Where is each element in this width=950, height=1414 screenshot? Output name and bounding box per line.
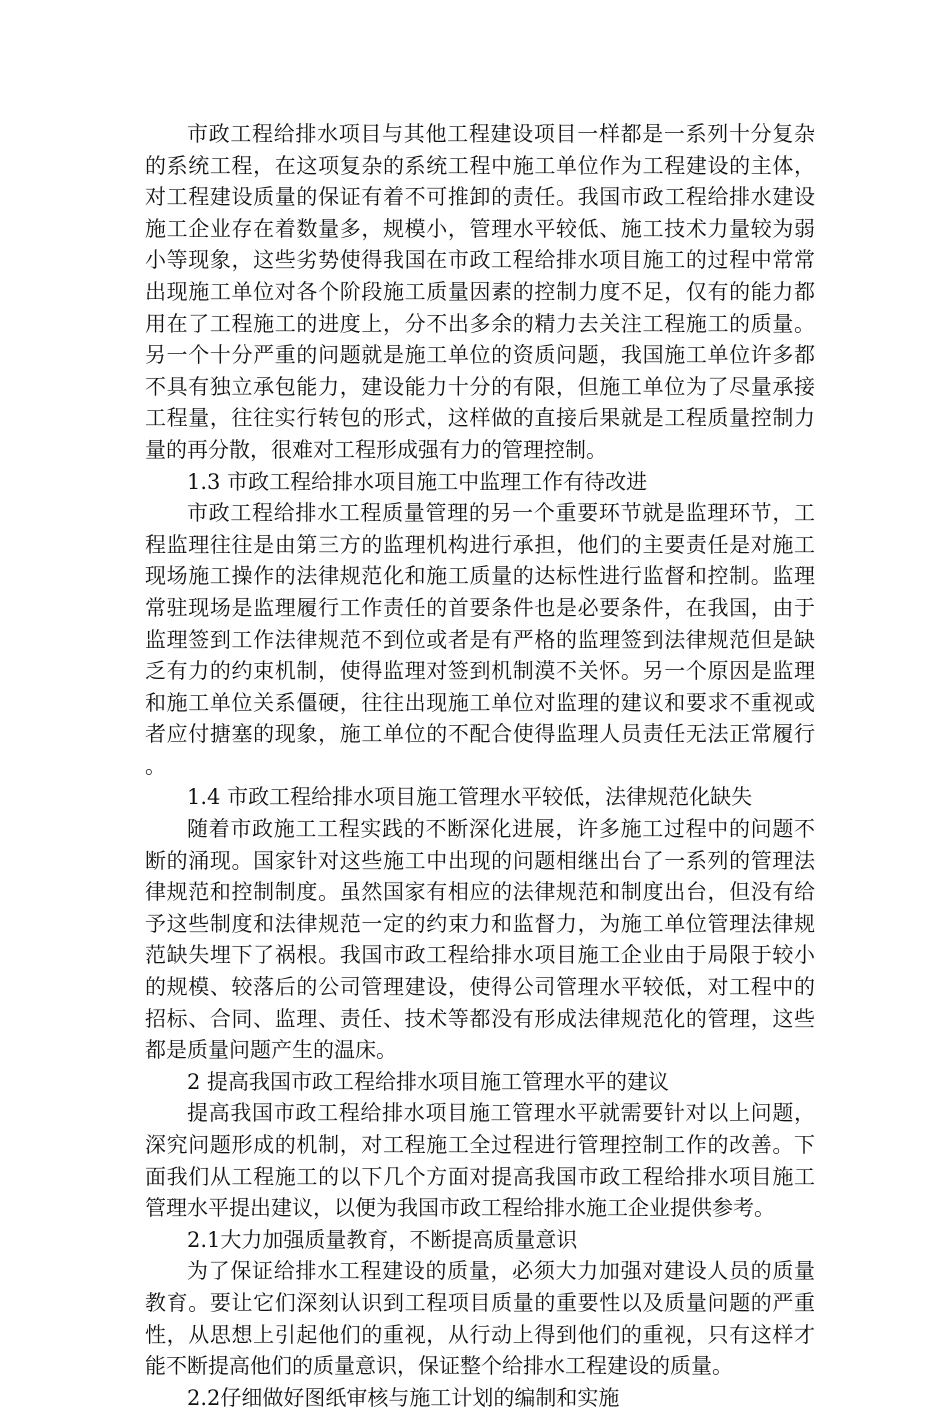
section-heading-2-1: 2.1大力加强质量教育，不断提高质量意识 xyxy=(187,1227,578,1252)
paragraph-improvement-suggestions: 提高我国市政工程给排水项目施工管理水平就需要针对以上问题，深究问题形成的机制，对工程施工全过程进行管理控制工作的改善。下面我们从工程施工的以下几个方面对提高我国市政工程给排水项目施工管理水平提出建议，以便为我国市政工程给排水施工企业提供参考。 xyxy=(145,1101,815,1221)
paragraph-management-level: 随着市政施工工程实践的不断深化进展，许多施工过程中的问题不断的涌现。国家针对这些施工中出现的问题相继出台了一系列的管理法律规范和控制制度。虽然国家有相应的法律规范和制度出台，但没有给予这些制度和法律规范一定的约束力和监督力，为施工单位管理法律规范缺失埋下了祸根。我国市政工程给排水项目施工企业由于局限于较小的规模、较落后的公司管理建设，使得公司管理水平较低，对工程中的招标、合同、监理、责任、技术等都没有形成法律规范化的管理，这些都是质量问题产生的温床。 xyxy=(145,817,815,1063)
paragraph-quality-education: 为了保证给排水工程建设的质量，必须大力加强对建设人员的质量教育。要让它们深刻认识到工程项目质量的重要性以及质量问题的严重性，从思想上引起他们的重视，从行动上得到他们的重视，只有这样才能不断提高他们的质量意识，保证整个给排水工程建设的质量。 xyxy=(145,1259,815,1379)
section-heading-1-4: 1.4 市政工程给排水项目施工管理水平较低，法律规范化缺失 xyxy=(187,785,753,810)
section-heading-1-3: 1.3 市政工程给排水项目施工中监理工作有待改进 xyxy=(187,469,648,494)
paragraph-construction-unit-quality: 市政工程给排水项目与其他工程建设项目一样都是一系列十分复杂的系统工程，在这项复杂的系统工程中施工单位作为工程建设的主体，对工程建设质量的保证有着不可推卸的责任。我国市政工程给排水建设施工企业存在着数量多，规模小，管理水平较低、施工技术力量较为弱小等现象，这些劣势使得我国在市政工程给排水项目施工的过程中常常出现施工单位对各个阶段施工质量因素的控制力度不足，仅有的能力都用在了工程施工的进度上，分不出多余的精力去关注工程施工的质量。另一个十分严重的问题就是施工单位的资质问题，我国施工单位许多都不具有独立承包能力，建设能力十分的有限，但施工单位为了尽量承接工程量，往往实行转包的形式，这样做的直接后果就是工程质量控制力量的再分散，很难对工程形成强有力的管理控制。 xyxy=(145,122,815,462)
section-heading-2: 2 提高我国市政工程给排水项目施工管理水平的建议 xyxy=(187,1069,670,1094)
section-heading-2-2: 2.2仔细做好图纸审核与施工计划的编制和实施 xyxy=(187,1385,620,1410)
paragraph-supervision-work: 市政工程给排水工程质量管理的另一个重要环节就是监理环节，工程监理往往是由第三方的监理机构进行承担，他们的主要责任是对施工现场施工操作的法律规范化和施工质量的达标性进行监督和控制。监理常驻现场是监理履行工作责任的首要条件也是必要条件，在我国，由于监理签到工作法律规范不到位或者是有严格的监理签到法律规范但是缺乏有力的约束机制，使得监理对签到机制漠不关怀。另一个原因是监理和施工单位关系僵硬，往往出现施工单位对监理的建议和要求不重视或者应付搪塞的现象，施工单位的不配合使得监理人员责任无法正常履行。 xyxy=(145,501,815,778)
document-body xyxy=(145,119,815,1414)
